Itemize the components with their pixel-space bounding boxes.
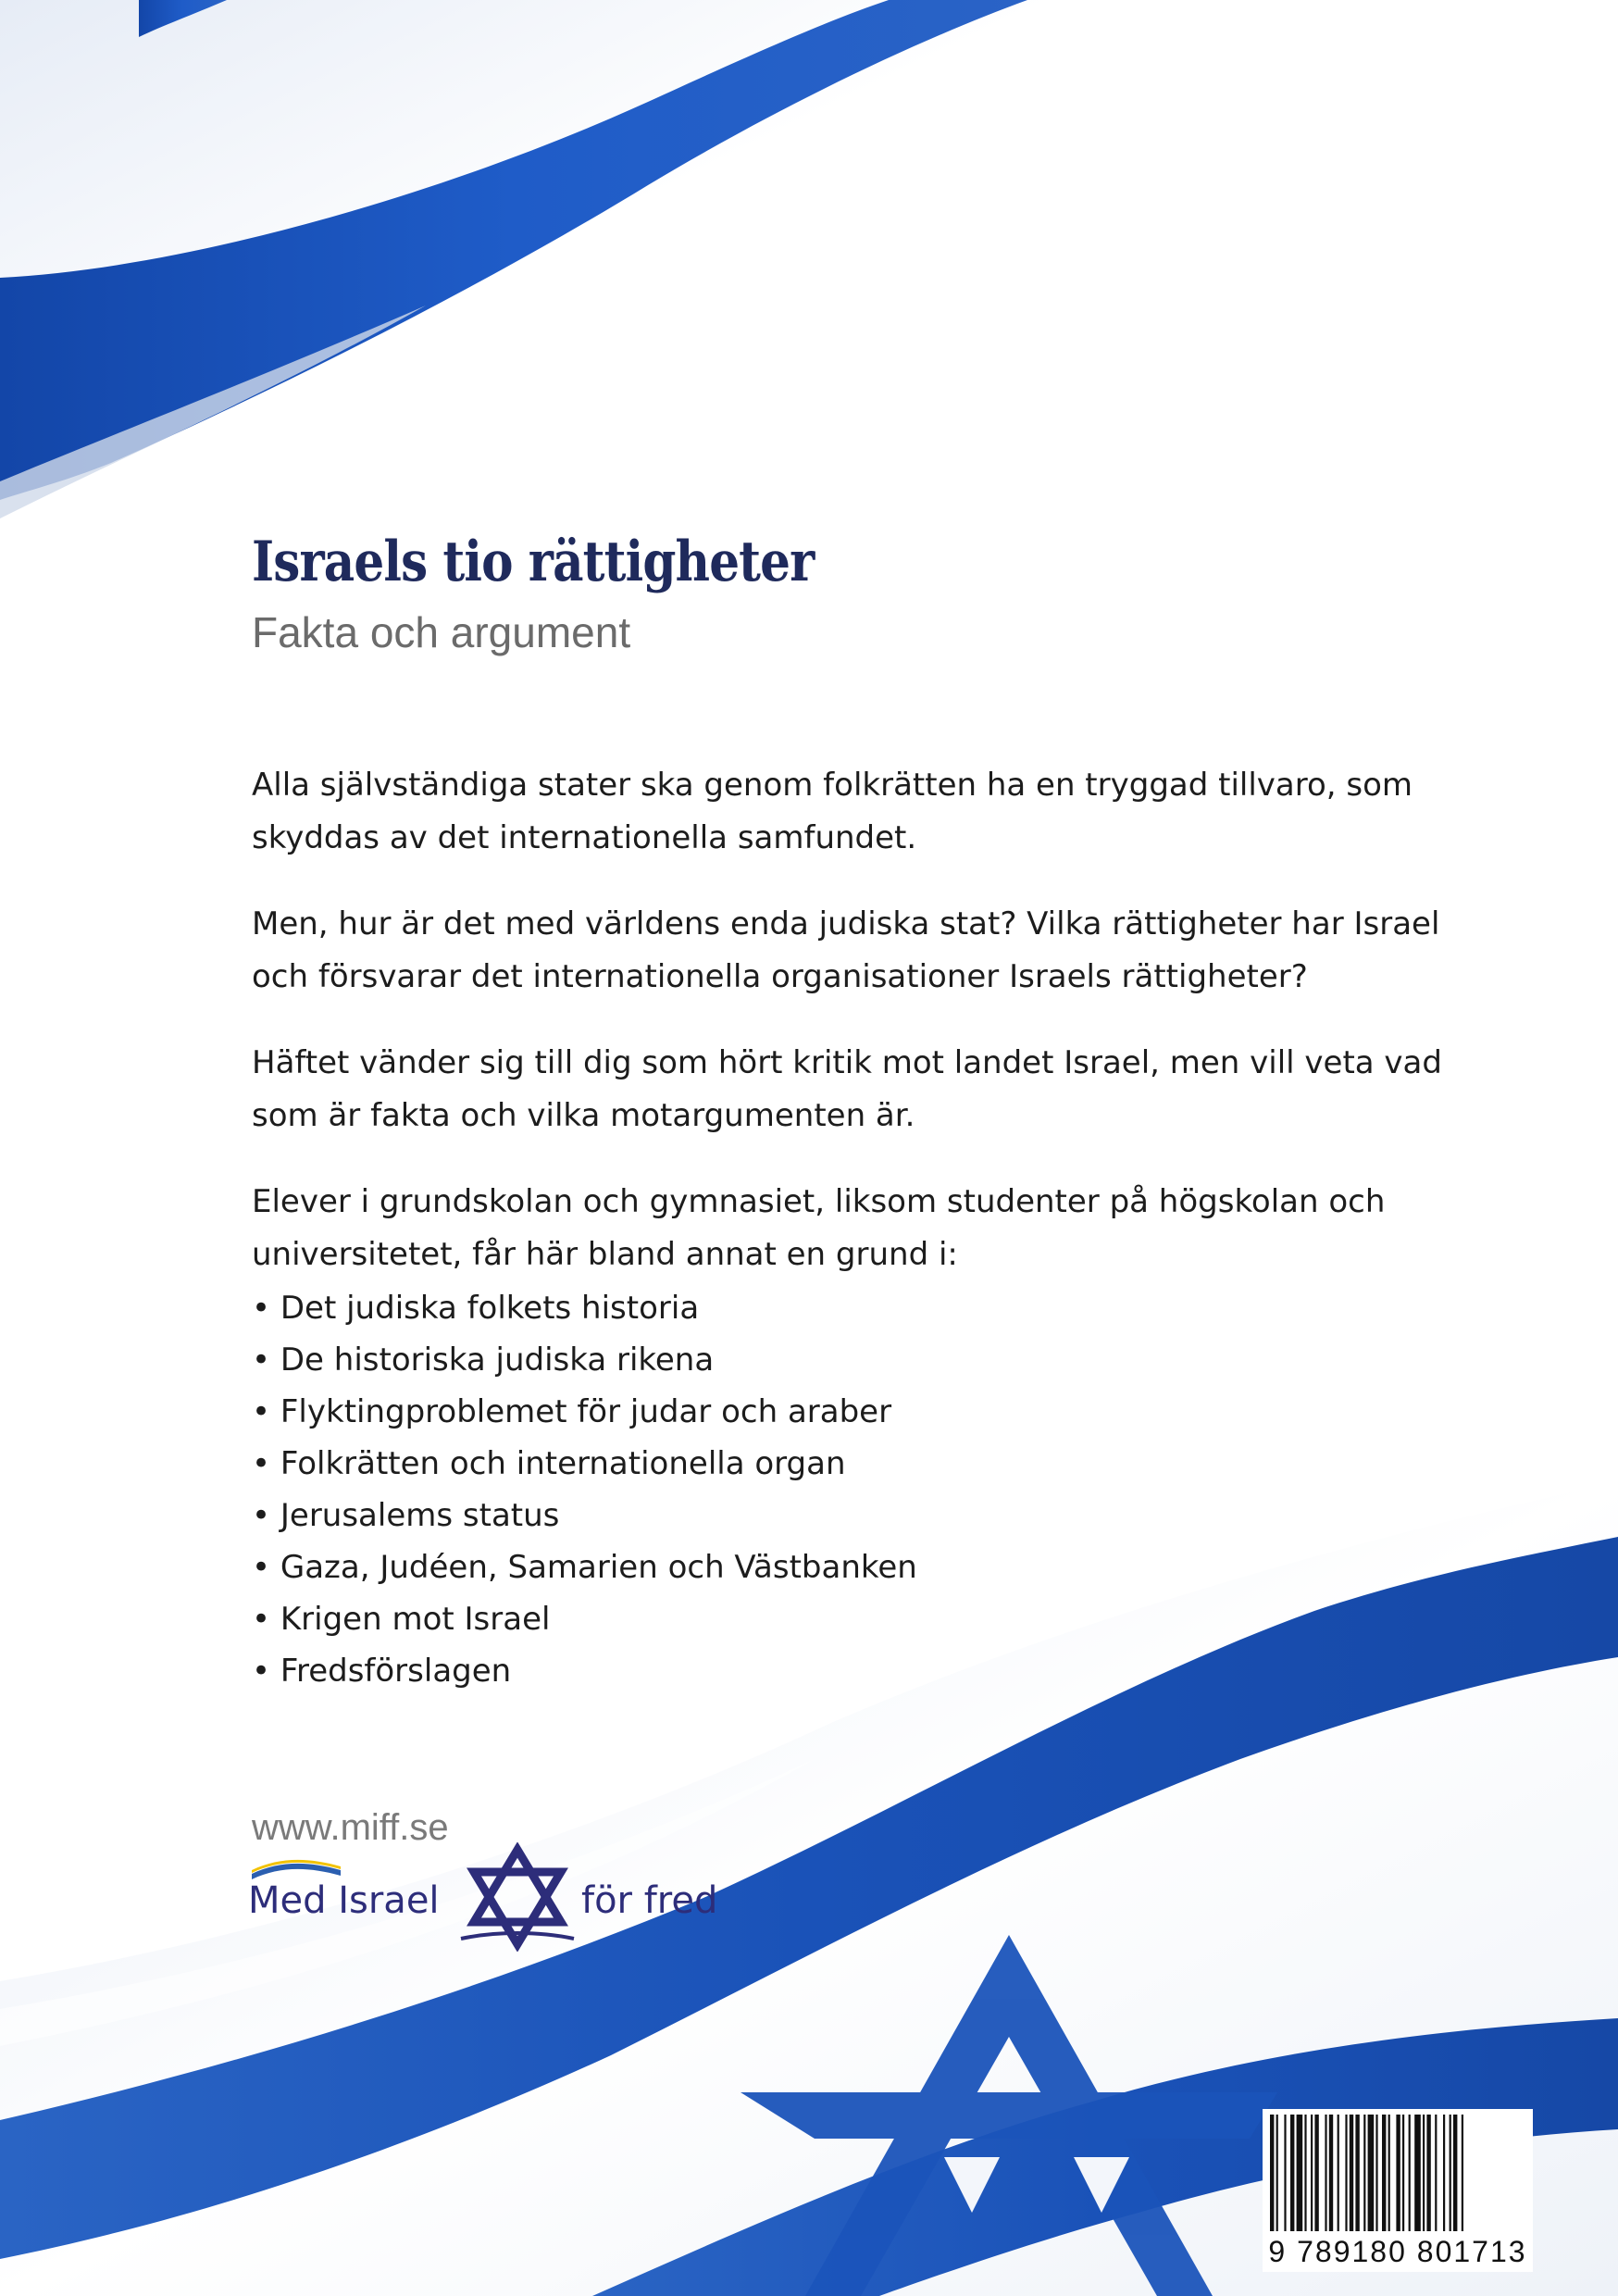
paragraph: Alla självständiga stater ska genom folkrätten ha en tryggad tillvaro, som skyddas av det internationella samfundet. [252,767,1413,856]
barcode-bars [1270,2115,1525,2235]
list-item: • Folkrätten och internationella organ [252,1438,917,1490]
paragraph: Elever i grundskolan och gymnasiet, liksom studenter på högskolan och universitetet, får här bland annat en grund i: [252,1183,1386,1273]
barcode-bar [1314,2115,1318,2231]
list-item: • De historiska judiska rikena [252,1334,917,1386]
list-item: • Flyktingproblemet för judar och araber [252,1386,917,1438]
barcode-bar [1423,2115,1425,2231]
list-item: • Fredsförslagen [252,1645,917,1697]
barcode-bar [1325,2115,1326,2231]
barcode-bar [1453,2115,1457,2231]
barcode-bar [1363,2115,1365,2231]
logo-text-left: Med Israel [248,1879,440,1922]
logo-text-right: för fred [581,1879,718,1922]
book-title: Israels tio rättigheter [252,530,815,594]
star-of-david-icon [459,1842,576,1952]
barcode-bar [1426,2115,1430,2231]
topic-list [252,1282,917,1697]
barcode-bar [1435,2115,1437,2231]
barcode-bar [1402,2115,1404,2231]
barcode-bar [1450,2115,1451,2231]
barcode-bar [1462,2115,1463,2231]
barcode-bar [1368,2115,1375,2231]
barcode-bar [1414,2115,1421,2231]
swedish-flag-ribbon-icon [252,1859,341,1879]
barcode-bar [1396,2115,1400,2231]
isbn-number: 9 789180 801713 [1268,2235,1527,2268]
barcode-bar [1350,2115,1353,2231]
barcode-bar [1443,2115,1445,2231]
list-item: • Jerusalems status [252,1490,917,1541]
website-link[interactable]: www.miff.se [252,1807,449,1848]
barcode-bar [1270,2115,1274,2231]
list-item: • Gaza, Judéen, Samarien och Västbanken [252,1541,917,1593]
barcode-bar [1409,2115,1411,2231]
barcode-bar [1284,2115,1286,2231]
barcode-bar [1276,2115,1278,2231]
paragraph: Men, hur är det med världens enda judiska stat? Vilka rättigheter har Israel och försvarar det internationella organisationer Israels rättigheter? [252,905,1440,995]
description-text [252,759,1446,1315]
book-subtitle: Fakta och argument [252,608,631,656]
barcode-bar [1338,2115,1339,2231]
barcode-bar [1382,2115,1386,2231]
barcode-bar [1297,2115,1303,2231]
miff-logo [248,1842,748,1953]
isbn-barcode [1263,2109,1533,2272]
list-item: • Det judiska folkets historia [252,1282,917,1334]
barcode-bar [1345,2115,1347,2231]
barcode-bar [1355,2115,1359,2231]
barcode-bar [1329,2115,1333,2231]
list-item: • Krigen mot Israel [252,1593,917,1645]
barcode-bar [1290,2115,1294,2231]
paragraph: Häftet vänder sig till dig som hört kritik mot landet Israel, men vill veta vad som är fakta och vilka motargumenten är. [252,1044,1442,1134]
barcode-bar [1375,2115,1377,2231]
barcode-bar [1304,2115,1306,2231]
barcode-bar [1311,2115,1313,2231]
barcode-bar [1388,2115,1390,2231]
